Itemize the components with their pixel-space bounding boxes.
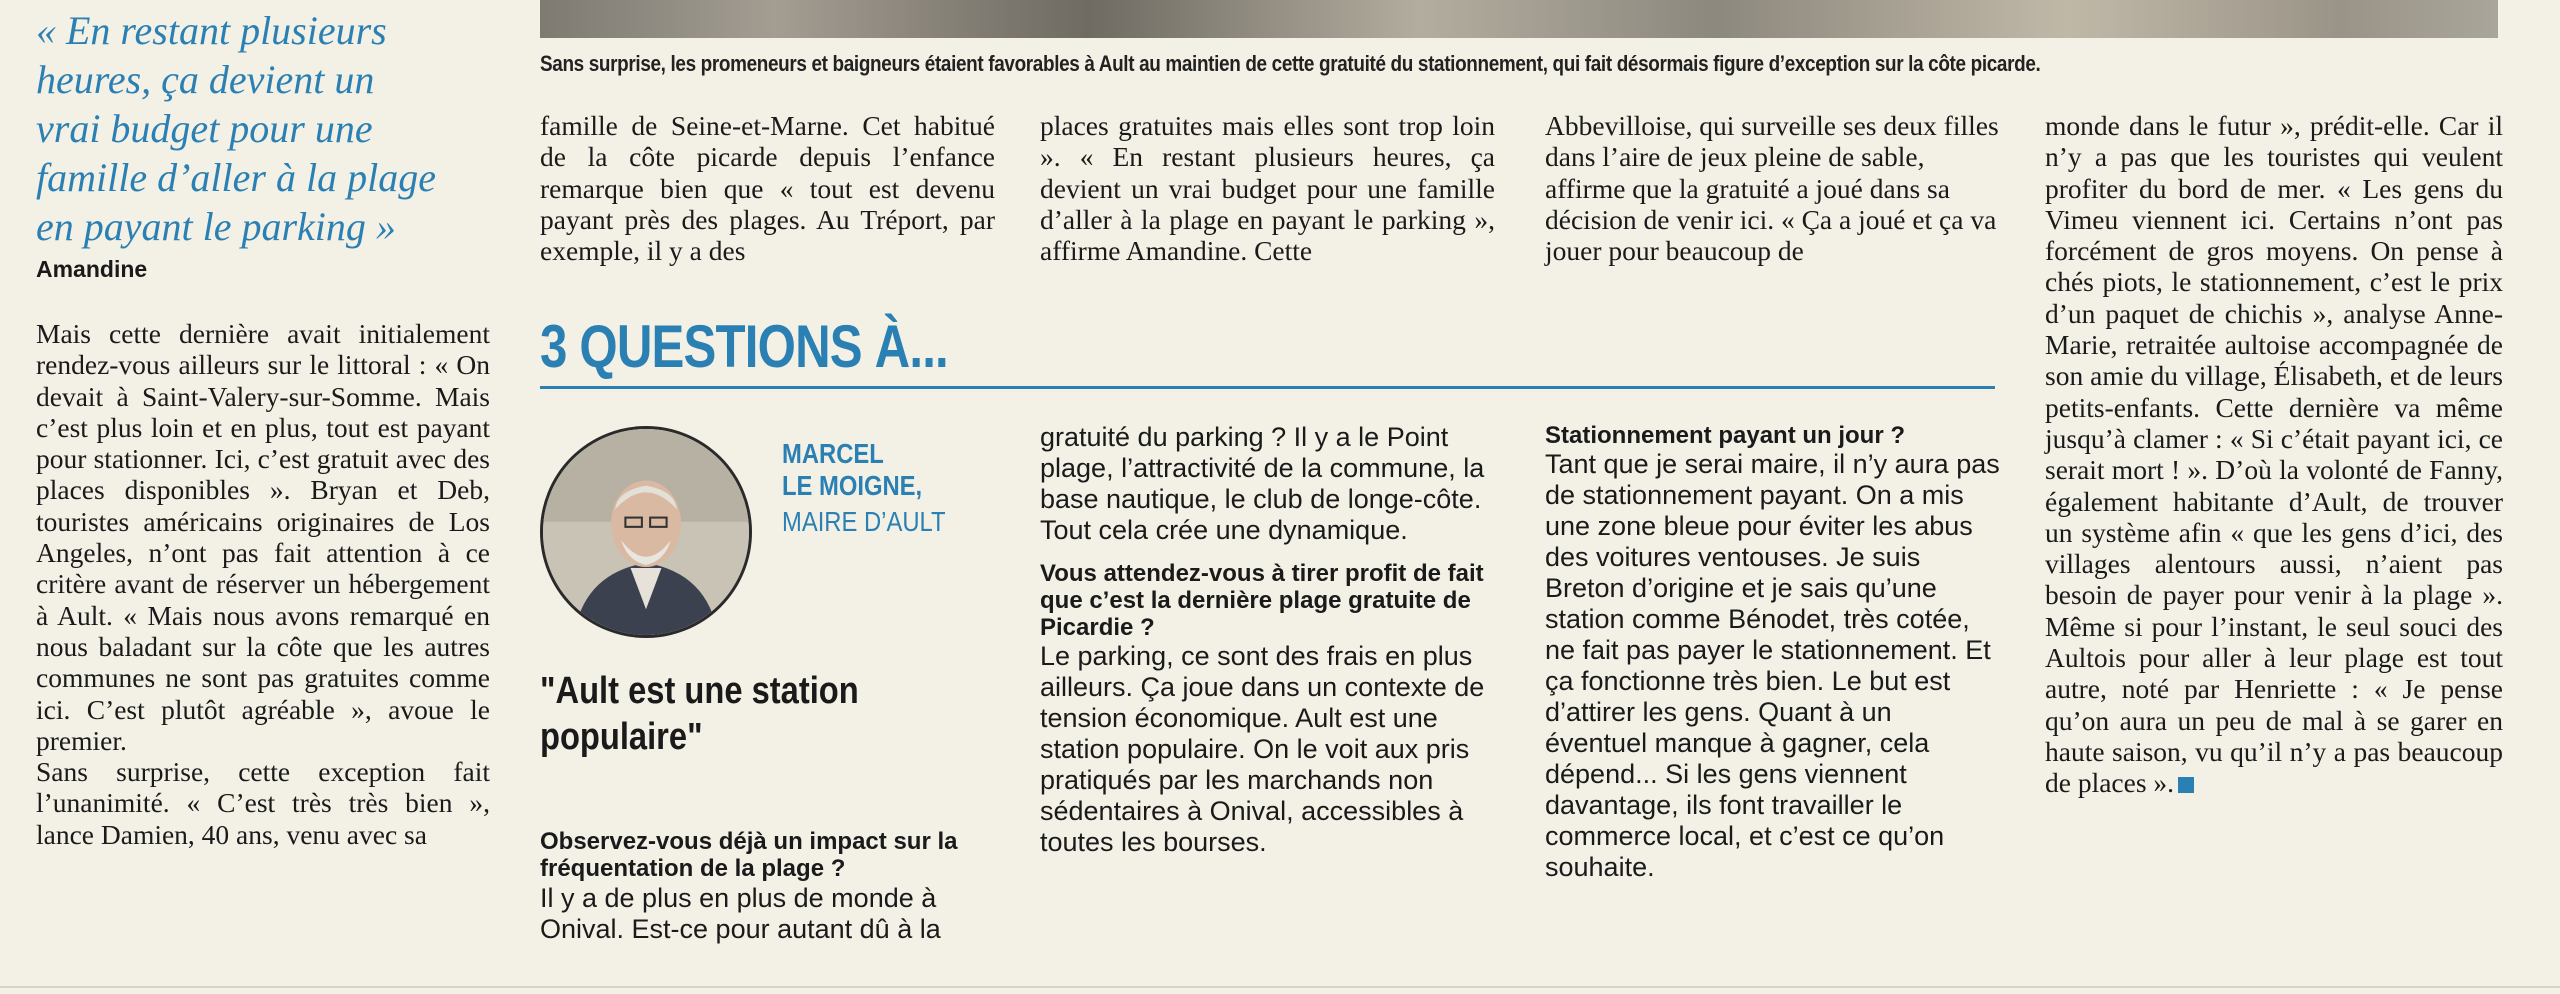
- interview-divider: [540, 386, 1995, 389]
- interview-answer-3: Tant que je serai maire, il n’y aura pas de stationnement payant. On a mis une zone bleue pour éviter les abus des voitures ventouses. Je suis Breton d’origine et je sais qu’une station comme Bénodet, très cotée, ne fait pas payer le stationnement. Et ça fonctionne très bien. Le but est d’attirer les gens. Quant à un éventuel manque à gagner, cela dépend... Si les gens viennent davantage, ils font travailler le commerce local, et c’est ce qu’on souhaite.: [1545, 449, 2000, 882]
- interview-question-2: Vous attendez-vous à tirer profit de fait que c’est la dernière plage gratuite de Picardie ?: [1040, 560, 1484, 641]
- interview-question-3: Stationnement payant un jour ?: [1545, 422, 1906, 449]
- paragraph: Sans surprise, cette exception fait l’unanimité. « C’est très très bien », lance Damien, 40 ans, venu avec sa: [36, 756, 490, 850]
- article-photo: [540, 0, 2498, 38]
- article-column-left: [36, 318, 490, 850]
- interview-answer-1: Il y a de plus en plus de monde à Onival. Est-ce pour autant dû à la: [540, 883, 941, 944]
- interview-column-b: [1040, 422, 1495, 858]
- article-column-a: famille de Seine-et-Marne. Cet habitué de la côte picarde depuis l’enfance remarque bien que « tout est devenu payant près des plages. Au Tréport, par exemple, il y a des: [540, 110, 995, 267]
- interviewee-first-name: MARCEL: [782, 438, 884, 469]
- interview-question-1: Observez-vous déjà un impact sur la fréquentation de la plage ?: [540, 828, 958, 882]
- interview-column-c: [1545, 422, 2000, 883]
- paragraph: monde dans le futur », prédit-elle. Car il n’y a pas que les touristes qui veulent profiter du bord de mer. « Les gens du Vimeu viennent ici. Certains n’ont pas forcément de gros moyens. On pense à chés piots, le stationnement, c’est le prix d’un paquet de chichis », analyse Anne-Marie, retraitée aultoise accompagnée de son amie du village, Élisabeth, et de leurs petits-enfants. Cette dernière va même jusqu’à clamer : « Si c’était payant ici, ce serait mort ! ». D’où la volonté de Fanny, également habitante d’Ault, de trouver un système afin « que les gens d’ici, des villages alentours aussi, n’aient pas besoin de payer pour venir à la plage ». Même si pour l’instant, le seul souci des Aultois pour aller à leur plage est tout autre, noté par Henriette : « Je pense qu’on aura un peu de mal à se garer en haute saison, vu qu’il n’y a pas beaucoup de places ».: [2045, 110, 2503, 799]
- interview-heading: 3 QUESTIONS À...: [540, 313, 948, 380]
- portrait-illustration: [543, 429, 749, 635]
- interviewee-portrait: [540, 426, 752, 638]
- interviewee-last-name: LE MOIGNE,: [782, 470, 923, 501]
- interview-answer-1-continued: gratuité du parking ? Il y a le Point plage, l’attractivité de la commune, la base nautique, le club de longe-côte. Tout cela crée une dynamique.: [1040, 422, 1485, 545]
- interviewee-role: MAIRE D’AULT: [782, 506, 946, 537]
- end-of-article-mark: [2178, 777, 2194, 793]
- paragraph: Mais cette dernière avait initialement rendez-vous ailleurs sur le littoral : « On devait à Saint-Valery-sur-Somme. Mais c’est plus loin et en plus, tout est payant pour stationner. Ici, c’est gratuit avec des places disponibles ». Bryan et Deb, touristes américains originaires de Los Angeles, n’ont pas fait attention à ce critère avant de réserver un hébergement à Ault. « Mais nous avons remarqué en nous baladant sur la côte que les autres communes ne sont pas gratuites comme ici. C’est plutôt agréable », avoue le premier.: [36, 318, 490, 756]
- article-column-c: Abbevilloise, qui surveille ses deux filles dans l’aire de jeux pleine de sable, affirme que la gratuité a joué dans sa décision de venir ici. « Ça a joué et ça va jouer pour beaucoup de: [1545, 110, 1999, 267]
- interview-title: "Ault est une station populaire": [540, 670, 859, 758]
- photo-caption: Sans surprise, les promeneurs et baigneurs étaient favorables à Ault au maintien de cette gratuité du stationnement, qui fait désormais figure d’exception sur la côte picarde.: [540, 51, 2041, 76]
- article-column-b: places gratuites mais elles sont trop loin ». « En restant plusieurs heures, ça devient un vrai budget pour une famille d’aller à la plage en payant le parking », affirme Amandine. Cette: [1040, 110, 1495, 267]
- interviewee-name: [782, 438, 922, 502]
- interview-answer-2: Le parking, ce sont des frais en plus ailleurs. Ça joue dans un contexte de tension économique. Ault est une station populaire. On le voit aux pris pratiqués par les marchands non sédentaires à Onival, accessibles à toutes les bourses.: [1040, 641, 1485, 857]
- article-column-right: [2045, 110, 2503, 799]
- pull-quote: « En restant plusieurs heures, ça devient un vrai budget pour une famille d’aller à la plage en payant le parking »: [36, 8, 436, 249]
- page-bottom-edge: [0, 986, 2560, 988]
- pull-quote-author: Amandine: [36, 256, 148, 282]
